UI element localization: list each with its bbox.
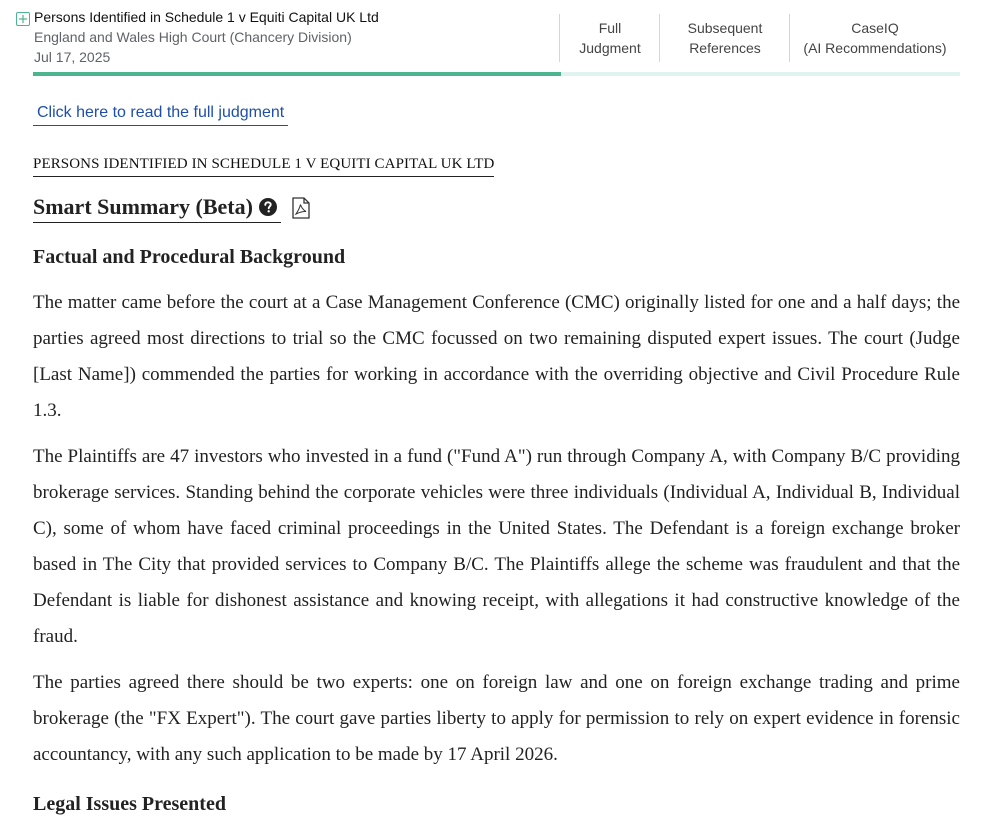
reading-progress-fill [33,72,561,76]
summary-paragraph: The Plaintiffs are 47 investors who invested in a fund ("Fund A") run through Company A, with Company B/C providing brokerage services. Standing behind the corporate vehicles were three individuals (Individual A, Individual B, Individual C), some of whom have faced criminal proceedings in the United States. The Defendant is a foreign exchange broker based in The City that provided services to Company B/C. The Plaintiffs allege the scheme was fraudulent and that the Defendant is liable for dishonest assistance and knowing receipt, with allegations it had constructive knowledge of the fraud. [33,446,960,647]
tab-caseiq[interactable] [789,14,960,62]
read-full-judgment-link[interactable]: Click here to read the full judgment [33,96,288,126]
tab-label-line2: Judgment [579,40,641,56]
tab-label-line1: CaseIQ [851,20,899,36]
tab-label-line2: (AI Recommendations) [803,40,947,56]
summary-content [33,96,960,816]
tab-label-line1: Subsequent [687,20,763,36]
tab-label-line2: References [689,40,761,56]
plus-square-icon[interactable] [16,12,30,26]
case-caption: PERSONS IDENTIFIED IN SCHEDULE 1 V EQUITI CAPITAL UK LTD [33,156,494,177]
summary-paragraph: The matter came before the court at a Case Management Conference (CMC) originally listed for one and a half days; the parties agreed most directions to trial so the CMC focussed on two remaining disputed expert issues. The court (Judge [Last Name]) commended the parties for working in accordance with the overriding objective and Civil Procedure Rule 1.3. [33,292,960,421]
case-header [0,0,1008,80]
summary-paragraph: The parties agreed there should be two experts: one on foreign law and one on foreign exchange trading and prime brokerage (the "FX Expert"). The court gave parties liberty to apply for permission to rely on expert evidence in forensic accountancy, with any such application to be made by 17 April 2026. [33,672,960,765]
smart-summary-title: Smart Summary (Beta) [33,193,253,219]
pdf-file-icon[interactable] [291,197,311,219]
smart-summary-heading [33,191,960,225]
question-circle-icon[interactable] [259,198,277,216]
smart-summary-title-wrap [33,194,281,223]
section-heading-legal-issues: Legal Issues Presented [33,793,226,815]
tab-full-judgment[interactable] [559,14,660,62]
case-title: Persons Identified in Schedule 1 v Equiti Capital UK Ltd [34,9,379,25]
reading-progress-bar [33,72,960,76]
court-name: England and Wales High Court (Chancery Division) [34,29,352,45]
judgment-date: Jul 17, 2025 [34,49,111,65]
tab-label-line1: Full [598,20,622,36]
tab-subsequent-references[interactable] [659,14,790,62]
section-heading-background: Factual and Procedural Background [33,246,346,268]
